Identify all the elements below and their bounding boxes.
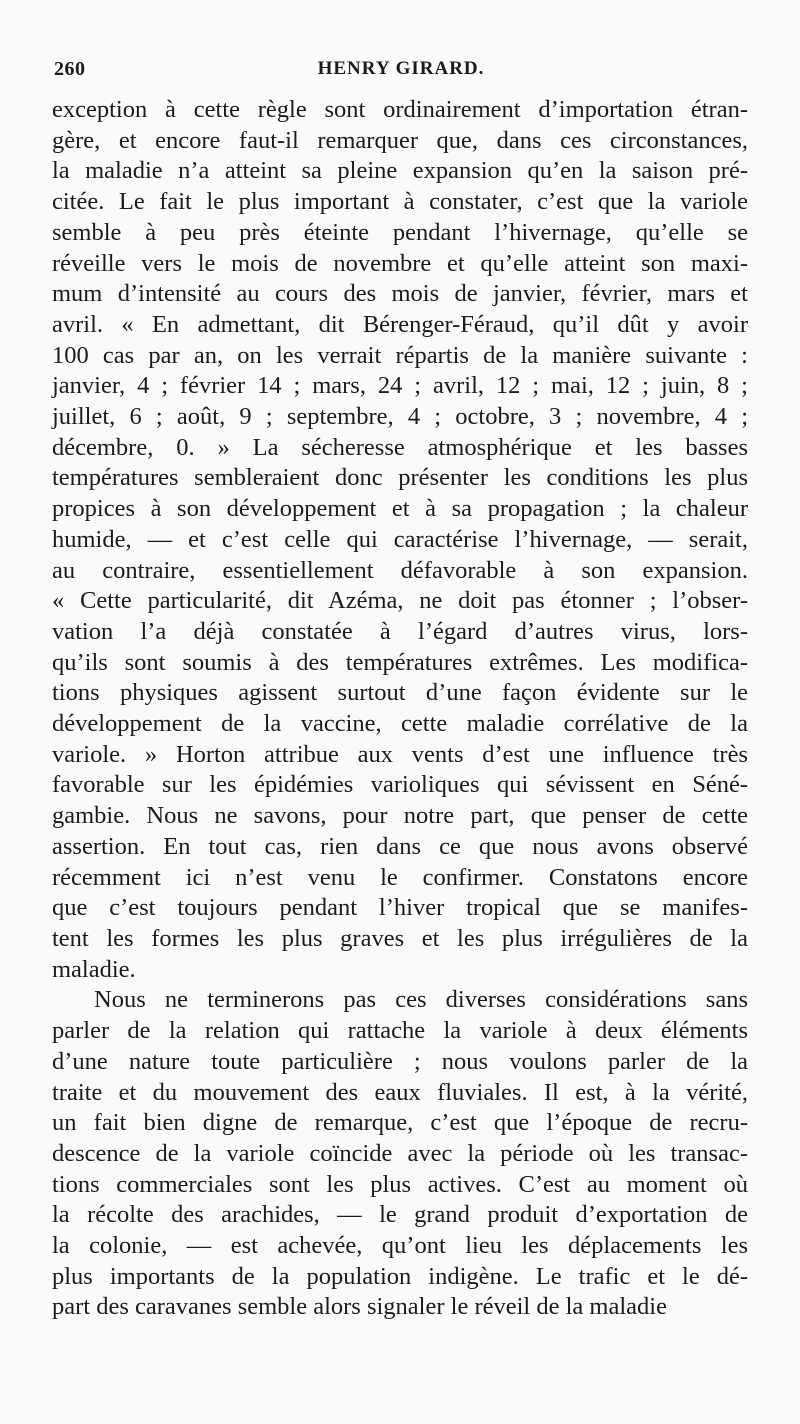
text-line: « Cette particularité, dit Azéma, ne doit pas étonner ; l’obser- [52,587,748,615]
text-line: traite et du mouvement des eaux fluviales. Il est, à la vérité, [52,1078,748,1106]
text-line: développement de la vaccine, cette maladie corrélative de la [52,710,748,738]
text-line: qu’ils sont soumis à des températures extrêmes. Les modifica- [52,648,748,676]
text-line: réveille vers le mois de novembre et qu’elle atteint son maxi- [52,249,748,277]
text-line: parler de la relation qui rattache la variole à deux éléments [52,1017,748,1045]
text-line: Nous ne terminerons pas ces diverses considérations sans [94,986,748,1014]
text-line: exception à cette règle sont ordinairement d’importation étran- [52,96,748,123]
text-line: que c’est toujours pendant l’hiver tropical que se manifes- [52,894,748,922]
text-line: températures sembleraient donc présenter les conditions les plus [52,464,748,492]
text-line: d’une nature toute particulière ; nous voulons parler de la [52,1047,748,1075]
text-line: la colonie, — est achevée, qu’ont lieu les déplacements les [52,1232,748,1260]
text-line: favorable sur les épidémies varioliques qui sévissent en Séné- [52,771,748,799]
text-line: janvier, 4 ; février 14 ; mars, 24 ; avril, 12 ; mai, 12 ; juin, 8 ; [52,372,748,400]
paragraph [52,985,748,1323]
text-line: la récolte des arachides, — le grand produit d’exportation de [52,1201,748,1229]
text-line: part des caravanes semble alors signaler le réveil de la maladie [52,1293,667,1321]
text-line: juillet, 6 ; août, 9 ; septembre, 4 ; octobre, 3 ; novembre, 4 ; [52,403,748,431]
body-text [52,95,748,1323]
text-line: gère, et encore faut-il remarquer que, dans ces circonstances, [52,126,748,154]
text-line: avril. « En admettant, dit Bérenger-Féraud, qu’il dût y avoir [52,310,748,338]
text-line: 100 cas par an, on les verrait répartis de la manière suivante : [52,341,748,369]
text-line: assertion. En tout cas, rien dans ce que nous avons observé [52,832,748,860]
text-line: tions physiques agissent surtout d’une façon évidente sur le [52,679,748,707]
running-title: HENRY GIRARD. [317,58,485,79]
text-line: descence de la variole coïncide avec la période où les transac- [52,1139,748,1167]
page-header [54,58,748,84]
text-line: tions commerciales sont les plus actives. C’est au moment où [52,1170,748,1198]
text-line: un fait bien digne de remarque, c’est que l’époque de recru- [52,1109,748,1137]
text-line: au contraire, essentiellement défavorable à son expansion. [52,556,748,584]
text-line: la maladie n’a atteint sa pleine expansion qu’en la saison pré- [52,157,748,185]
text-line: variole. » Horton attribue aux vents d’est une influence très [52,740,748,768]
text-line: décembre, 0. » La sécheresse atmosphérique et les basses [52,433,748,461]
text-line: plus importants de la population indigène. Le trafic et le dé- [52,1262,748,1290]
text-line: mum d’intensité au cours des mois de janvier, février, mars et [52,280,748,308]
text-line: vation l’a déjà constatée à l’égard d’autres virus, lors- [52,617,748,645]
text-line: citée. Le fait le plus important à constater, c’est que la variole [52,188,748,216]
text-line: maladie. [52,955,136,983]
text-line: tent les formes les plus graves et les plus irrégulières de la [52,924,748,952]
text-line: semble à peu près éteinte pendant l’hivernage, qu’elle se [52,218,748,246]
text-line: gambie. Nous ne savons, pour notre part, que penser de cette [52,802,748,830]
text-line: récemment ici n’est venu le confirmer. Constatons encore [52,863,748,891]
text-line: humide, — et c’est celle qui caractérise l’hivernage, — serait, [52,525,748,553]
paragraph [52,95,748,985]
text-line: propices à son développement et à sa propagation ; la chaleur [52,495,748,523]
page-number: 260 [54,58,86,80]
